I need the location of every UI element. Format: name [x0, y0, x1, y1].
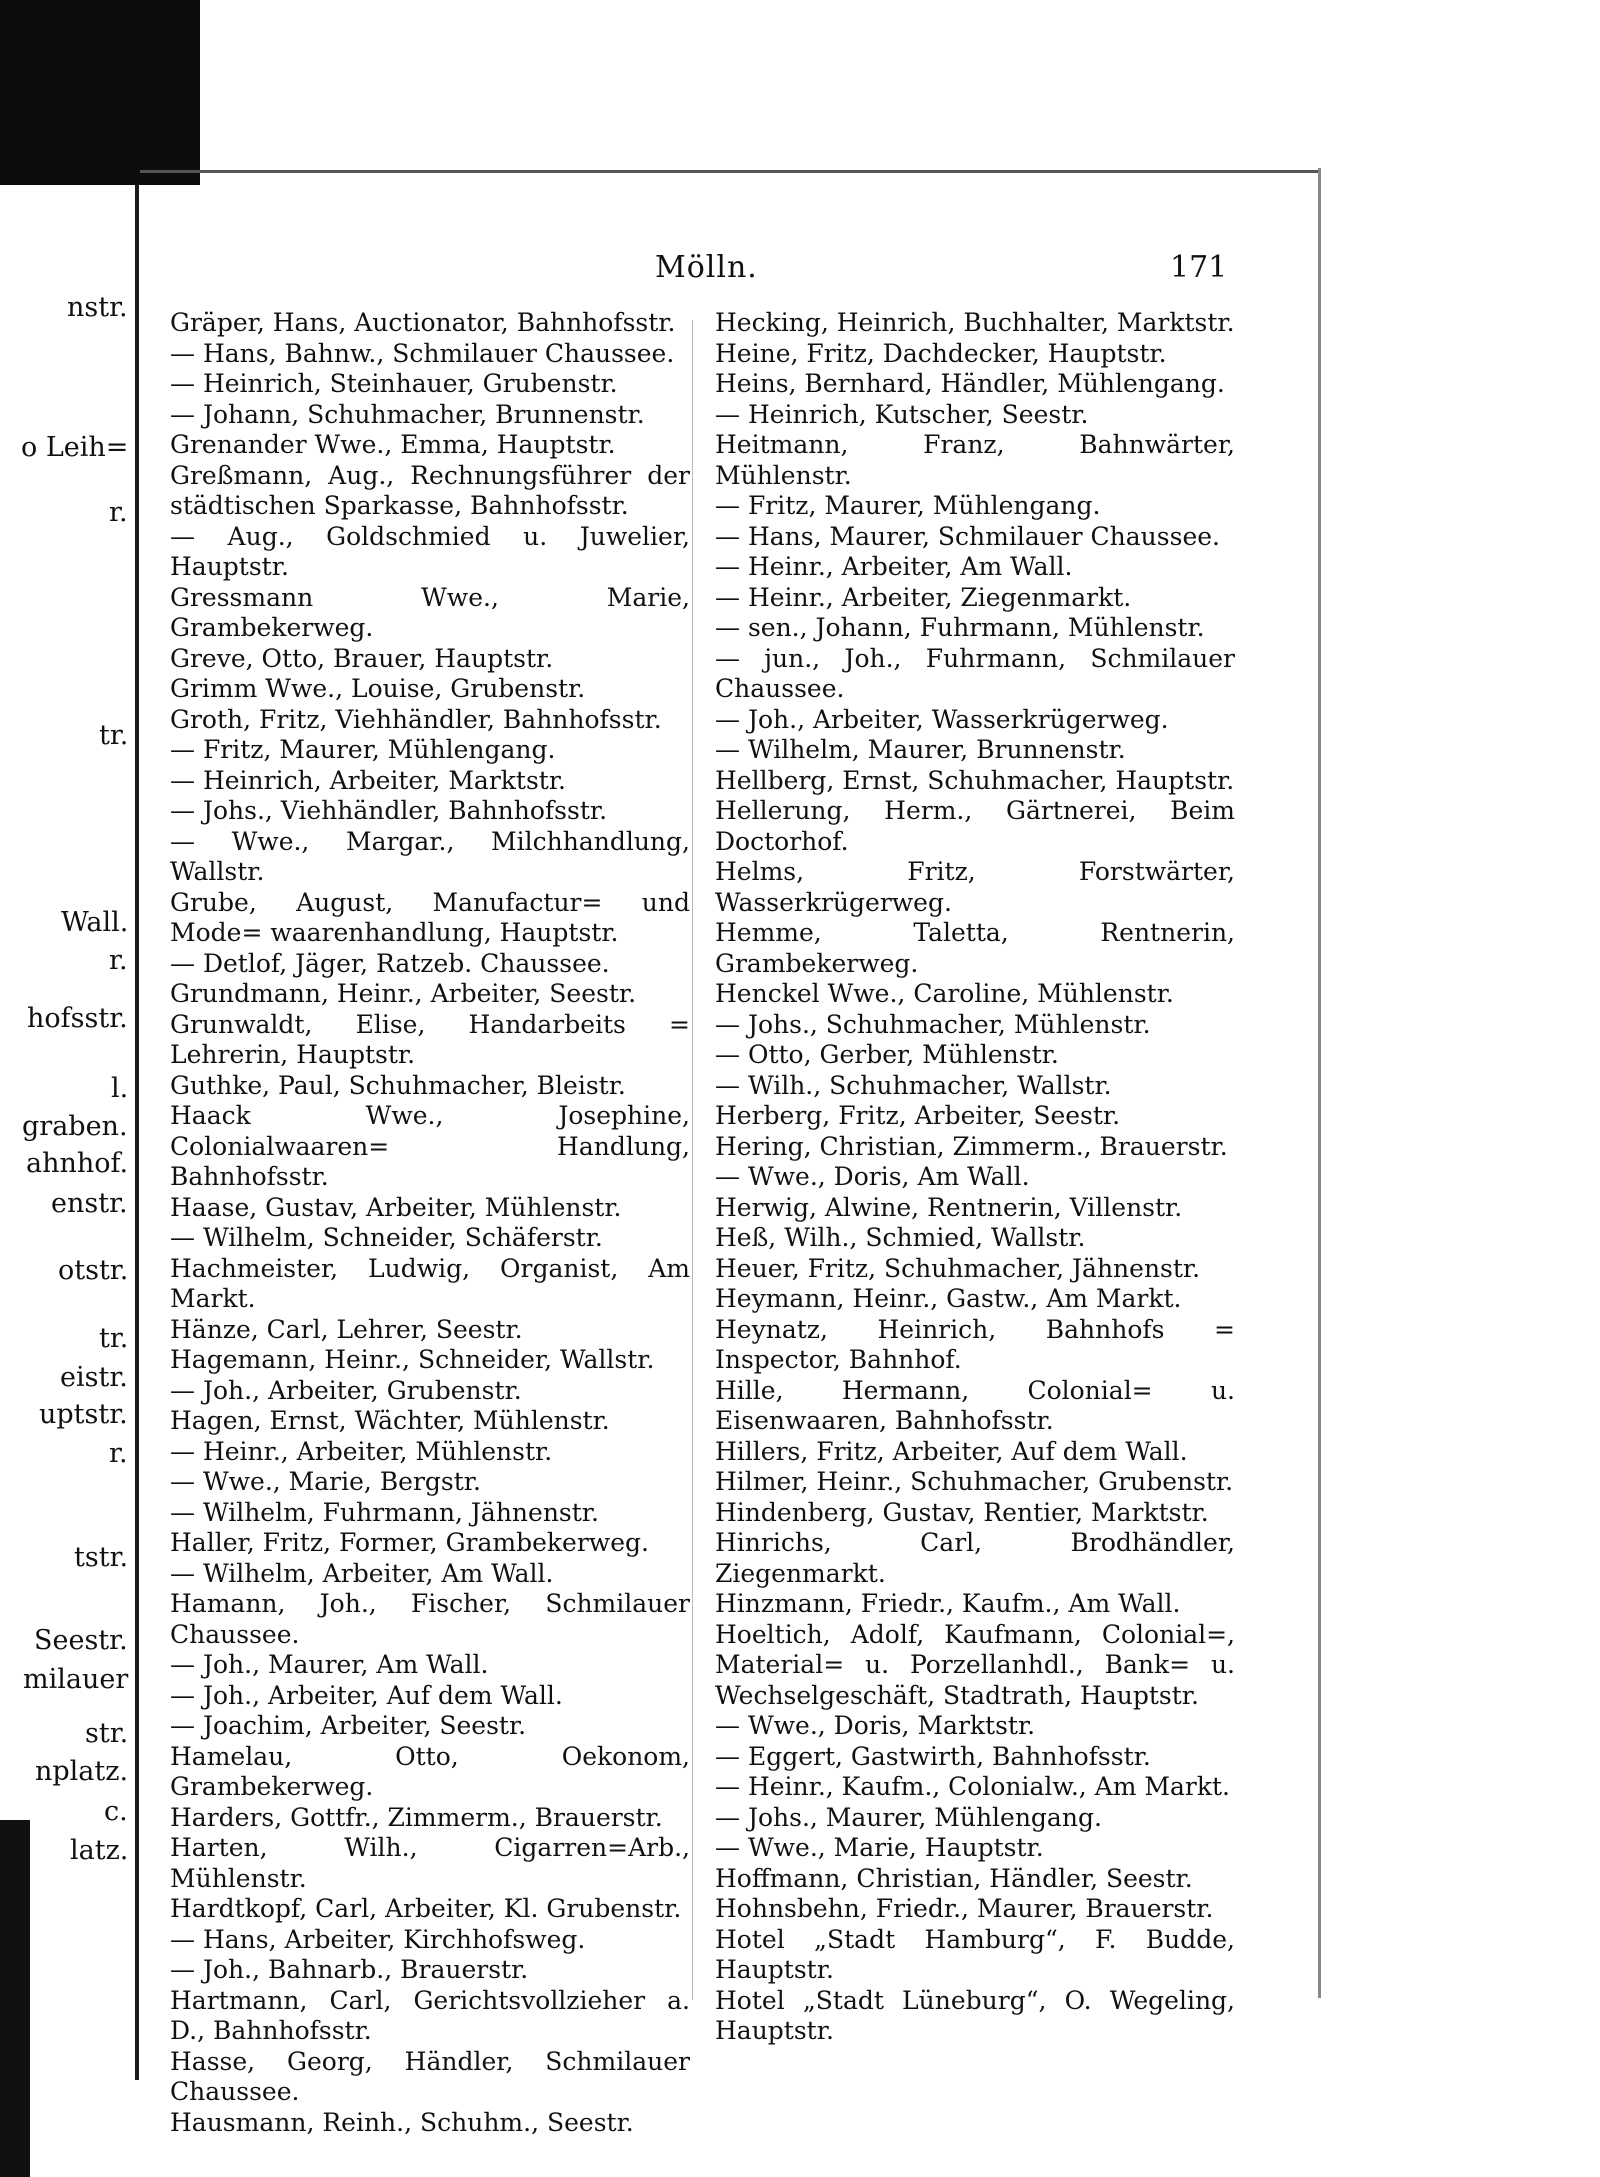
directory-entry: — Wwe., Marie, Hauptstr. [715, 1833, 1044, 1862]
directory-entry: Hillers, Fritz, Arbeiter, Auf dem Wall. [715, 1436, 1188, 1466]
directory-entry: — Joachim, Arbeiter, Seestr. [170, 1711, 527, 1740]
previous-page-text: enstr. [51, 1188, 128, 1219]
directory-entry: — Heinr., Arbeiter, Mühlenstr. [170, 1436, 553, 1466]
directory-entry: Hardtkopf, Carl, Arbeiter, Kl. Grubenstr. [170, 1894, 682, 1923]
directory-page [150, 240, 1235, 2137]
previous-page-fragment [0, 0, 135, 2177]
directory-entry: — Eggert, Gastwirth, Bahnhofsstr. [715, 1741, 1151, 1771]
previous-page-text: r. [109, 497, 128, 528]
directory-entry: — Wilhelm, Fuhrmann, Jähnenstr. [170, 1497, 599, 1527]
directory-entry: Hoffmann, Christian, Händler, Seestr. [715, 1863, 1193, 1893]
directory-entry: Hoeltich, Adolf, Kaufmann, Colonial=, Material= u. Porzellanhdl., Bank= u. Wechselgeschäft, Stadtrath, Hauptstr. [715, 1619, 1235, 1710]
directory-entry: — Joh., Arbeiter, Wasserkrügerweg. [715, 704, 1169, 734]
directory-entry: Gressmann Wwe., Marie, Grambekerweg. [170, 582, 690, 642]
directory-entry: — Fritz, Maurer, Mühlengang. [170, 735, 556, 764]
directory-entry: — Heinrich, Arbeiter, Marktstr. [170, 765, 566, 795]
directory-entry: Heins, Bernhard, Händler, Mühlengang. [715, 369, 1225, 398]
directory-entry: Hasse, Georg, Händler, Schmilauer Chaussee. [170, 2046, 690, 2106]
directory-entry: Heine, Fritz, Dachdecker, Hauptstr. [715, 338, 1167, 368]
directory-entry: Hamelau, Otto, Oekonom, Grambekerweg. [170, 1741, 690, 1801]
column-divider [692, 320, 693, 2000]
directory-entry: — Wwe., Doris, Am Wall. [715, 1162, 1030, 1191]
directory-entry: Hellberg, Ernst, Schuhmacher, Hauptstr. [715, 765, 1235, 795]
directory-entry: Hemme, Taletta, Rentnerin, Grambekerweg. [715, 918, 1235, 978]
directory-entry: — Heinr., Arbeiter, Ziegenmarkt. [715, 582, 1132, 612]
directory-entry: — Wilhelm, Schneider, Schäferstr. [170, 1223, 603, 1252]
directory-entry: Grenander Wwe., Emma, Hauptstr. [170, 430, 616, 459]
directory-entry: — Fritz, Maurer, Mühlengang. [715, 491, 1101, 520]
page-gutter [135, 185, 139, 2080]
directory-entry: Hering, Christian, Zimmerm., Brauerstr. [715, 1131, 1228, 1161]
directory-entry: Grunwaldt, Elise, Handarbeits = Lehrerin, Hauptstr. [170, 1009, 690, 1069]
previous-page-text: nstr. [67, 292, 128, 323]
page-number: 171 [1170, 250, 1228, 285]
previous-page-text: str. [85, 1718, 129, 1749]
directory-entry: — Johann, Schuhmacher, Brunnenstr. [170, 399, 645, 429]
previous-page-text: r. [109, 945, 128, 976]
directory-entry: Guthke, Paul, Schuhmacher, Bleistr. [170, 1070, 626, 1100]
directory-entry: — sen., Johann, Fuhrmann, Mühlenstr. [715, 613, 1205, 642]
directory-entry: Hotel „Stadt Lüneburg“, O. Wegeling, Hauptstr. [715, 1985, 1235, 2045]
directory-entry: Hartmann, Carl, Gerichtsvollzieher a. D., Bahnhofsstr. [170, 1985, 690, 2045]
directory-entry: Hille, Hermann, Colonial= u. Eisenwaaren, Bahnhofsstr. [715, 1375, 1235, 1435]
directory-entry: Heitmann, Franz, Bahnwärter, Mühlenstr. [715, 430, 1235, 490]
directory-entry: — Wilhelm, Maurer, Brunnenstr. [715, 735, 1126, 764]
directory-entry: — Joh., Maurer, Am Wall. [170, 1650, 489, 1679]
directory-entry: — jun., Joh., Fuhrmann, Schmilauer Chaussee. [715, 643, 1235, 703]
page-header [150, 240, 1230, 290]
directory-entry: Hotel „Stadt Hamburg“, F. Budde, Hauptstr. [715, 1924, 1235, 1984]
directory-entry: Hänze, Carl, Lehrer, Seestr. [170, 1314, 523, 1344]
previous-page-text: eistr. [60, 1362, 128, 1393]
previous-page-text: tr. [99, 720, 129, 751]
directory-entry: Heynatz, Heinrich, Bahnhofs = Inspector, Bahnhof. [715, 1314, 1235, 1374]
directory-entry: Gräper, Hans, Auctionator, Bahnhofsstr. [170, 308, 676, 337]
directory-entry: — Hans, Arbeiter, Kirchhofsweg. [170, 1924, 586, 1954]
directory-entry: Haase, Gustav, Arbeiter, Mühlenstr. [170, 1192, 622, 1222]
directory-entry: Greve, Otto, Brauer, Hauptstr. [170, 643, 554, 673]
previous-page-text: tstr. [74, 1542, 129, 1573]
directory-entry: — Johs., Schuhmacher, Mühlenstr. [715, 1009, 1151, 1039]
directory-entry: — Wwe., Doris, Marktstr. [715, 1711, 1036, 1740]
directory-entry: — Wilhelm, Arbeiter, Am Wall. [170, 1558, 554, 1588]
directory-entry: Hilmer, Heinr., Schuhmacher, Grubenstr. [715, 1467, 1234, 1496]
directory-entry: Hohnsbehn, Friedr., Maurer, Brauerstr. [715, 1894, 1214, 1923]
directory-entry: Harders, Gottfr., Zimmerm., Brauerstr. [170, 1802, 663, 1832]
previous-page-text: otstr. [58, 1255, 129, 1286]
previous-page-text: Seestr. [34, 1625, 128, 1656]
directory-entry: — Heinr., Arbeiter, Am Wall. [715, 552, 1073, 581]
previous-page-text: o Leih= [21, 432, 129, 463]
directory-entry: Hellerung, Herm., Gärtnerei, Beim Doctorhof. [715, 796, 1235, 856]
directory-entry: Henckel Wwe., Caroline, Mühlenstr. [715, 979, 1174, 1008]
previous-page-text: tr. [99, 1323, 129, 1354]
previous-page-text: latz. [70, 1835, 129, 1866]
page-edge-right [1318, 168, 1321, 1998]
directory-entry: Hagemann, Heinr., Schneider, Wallstr. [170, 1345, 655, 1374]
directory-entry: Hachmeister, Ludwig, Organist, Am Markt. [170, 1253, 690, 1313]
directory-entry: Herberg, Fritz, Arbeiter, Seestr. [715, 1101, 1121, 1130]
directory-entry: Haack Wwe., Josephine, Colonialwaaren= Handlung, Bahnhofsstr. [170, 1101, 690, 1191]
previous-page-text: graben. [22, 1111, 128, 1142]
directory-entry: — Detlof, Jäger, Ratzeb. Chaussee. [170, 948, 610, 978]
directory-entry: Greßmann, Aug., Rechnungsführer der städtischen Sparkasse, Bahnhofsstr. [170, 460, 690, 520]
previous-page-text: r. [109, 1438, 128, 1469]
directory-entry: — Johs., Viehhändler, Bahnhofsstr. [170, 796, 608, 825]
previous-page-text: hofsstr. [27, 1003, 128, 1034]
directory-entry: — Wilh., Schuhmacher, Wallstr. [715, 1070, 1112, 1100]
directory-entry: — Joh., Bahnarb., Brauerstr. [170, 1955, 529, 1984]
directory-entry: Hagen, Ernst, Wächter, Mühlenstr. [170, 1406, 610, 1435]
directory-entry: — Joh., Arbeiter, Auf dem Wall. [170, 1680, 563, 1710]
directory-entry: — Hans, Bahnw., Schmilauer Chaussee. [170, 338, 675, 368]
directory-entry: Hinrichs, Carl, Brodhändler, Ziegenmarkt. [715, 1528, 1235, 1588]
directory-entry: — Wwe., Margar., Milchhandlung, Wallstr. [170, 826, 690, 886]
directory-entry: Hecking, Heinrich, Buchhalter, Marktstr. [715, 308, 1235, 337]
directory-entry: Heß, Wilh., Schmied, Wallstr. [715, 1223, 1086, 1252]
directory-entry: — Heinrich, Steinhauer, Grubenstr. [170, 369, 618, 398]
running-title: Mölln. [655, 250, 758, 285]
directory-entry: Hindenberg, Gustav, Rentier, Marktstr. [715, 1497, 1209, 1527]
directory-entry: Helms, Fritz, Forstwärter, Wasserkrügerweg. [715, 857, 1235, 917]
directory-entry: — Hans, Maurer, Schmilauer Chaussee. [715, 521, 1220, 551]
directory-entry: Heymann, Heinr., Gastw., Am Markt. [715, 1284, 1182, 1313]
right-column [715, 308, 1235, 2047]
directory-entry: — Heinr., Kaufm., Colonialw., Am Markt. [715, 1772, 1230, 1801]
directory-entry: — Aug., Goldschmied u. Juwelier, Hauptstr. [170, 521, 690, 581]
previous-page-text: Wall. [61, 907, 129, 938]
page-edge-top [140, 170, 1320, 173]
directory-entry: Grube, August, Manufactur= und Mode= waarenhandlung, Hauptstr. [170, 887, 690, 947]
directory-entry: — Otto, Gerber, Mühlenstr. [715, 1040, 1059, 1069]
directory-entry: — Wwe., Marie, Bergstr. [170, 1467, 481, 1496]
directory-entry: Herwig, Alwine, Rentnerin, Villenstr. [715, 1192, 1183, 1222]
directory-entry: Haller, Fritz, Former, Grambekerweg. [170, 1528, 649, 1557]
directory-entry: Heuer, Fritz, Schuhmacher, Jähnenstr. [715, 1253, 1201, 1283]
previous-page-text: nplatz. [35, 1756, 129, 1787]
directory-entry: Harten, Wilh., Cigarren=Arb., Mühlenstr. [170, 1833, 690, 1893]
directory-entry: — Joh., Arbeiter, Grubenstr. [170, 1375, 522, 1405]
directory-entry: — Heinrich, Kutscher, Seestr. [715, 399, 1089, 429]
directory-entry: Hamann, Joh., Fischer, Schmilauer Chaussee. [170, 1589, 690, 1649]
previous-page-text: ahnhof. [26, 1148, 129, 1179]
directory-entry: Groth, Fritz, Viehhändler, Bahnhofsstr. [170, 704, 662, 734]
previous-page-text: uptstr. [39, 1399, 128, 1430]
directory-entry: Grimm Wwe., Louise, Grubenstr. [170, 674, 586, 703]
directory-entry: — Johs., Maurer, Mühlengang. [715, 1802, 1102, 1832]
directory-entry: Grundmann, Heinr., Arbeiter, Seestr. [170, 979, 637, 1008]
previous-page-text: milauer [23, 1664, 129, 1695]
left-column [170, 308, 690, 2138]
directory-entry: Hinzmann, Friedr., Kaufm., Am Wall. [715, 1589, 1181, 1618]
previous-page-text: l. [111, 1073, 129, 1104]
previous-page-text: c. [104, 1796, 128, 1827]
directory-entry: Hausmann, Reinh., Schuhm., Seestr. [170, 2107, 634, 2137]
